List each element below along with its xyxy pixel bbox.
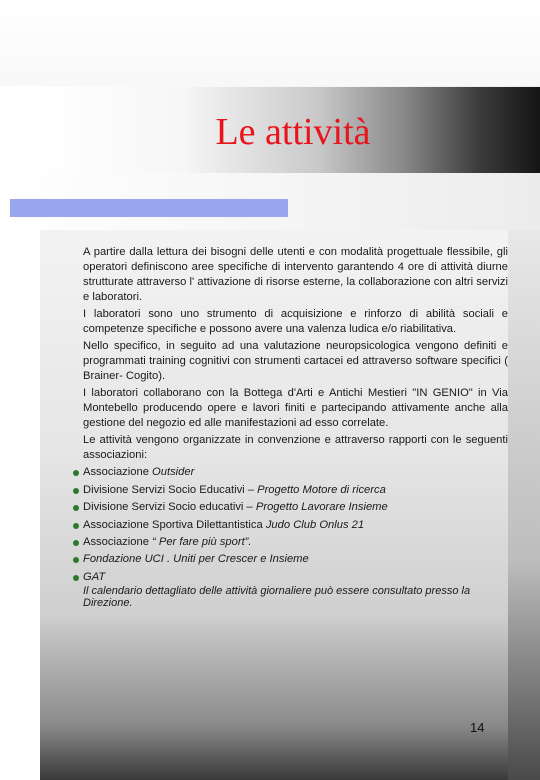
page-number: 14 <box>470 720 485 735</box>
paragraph-laboratori: I laboratori sono uno strumento di acquisizione e rinforzo di abilità sociali e competenze specifiche e possono avere una valenza ludica e/o riabilitativa. <box>83 307 508 336</box>
list-item-text: Associazione <box>83 466 153 479</box>
content-panel-shadow <box>508 230 540 780</box>
bullet-icon <box>73 540 79 546</box>
bullet-icon <box>73 575 79 581</box>
list-item-italic: Fondazione UCI . Uniti per Crescer e Insieme <box>83 553 309 566</box>
paragraph-intro: A partire dalla lettura dei bisogni delle utenti e con modalità progettuale flessibile, gli operatori definiscono aree specifiche di intervento garantendo 4 ore di attività diurne strutturate attraverso l' attivazione di risorse esterne, la collaborazione con altri servizi e laboratori. <box>83 246 508 304</box>
list-item-italic: Progetto Motore di ricerca <box>257 483 386 496</box>
list-item-text: Associazione Sportiva Dilettantistica <box>83 518 266 531</box>
body-text <box>83 245 508 609</box>
list-item <box>83 534 508 551</box>
list-item-italic: GAT <box>83 570 106 583</box>
list-item <box>83 517 508 534</box>
association-list <box>83 464 508 586</box>
bullet-icon <box>73 523 79 529</box>
calendar-note: Il calendario dettagliato delle attività giornaliere può essere consultato presso la Direzione. <box>83 585 471 609</box>
list-item <box>83 551 508 568</box>
list-item <box>83 569 508 586</box>
list-item-italic: Judo Club Onlus 21 <box>265 518 365 531</box>
paragraph-bottega: I laboratori collaborano con la Bottega d'Arti e Antichi Mestieri "IN GENIO" in Via Montebello producendo opere e lavori finiti e partecipando attivamente anche alla gestione del negozio ed alle manifestazioni ad esso correlate. <box>83 386 508 429</box>
accent-bar <box>10 199 288 217</box>
list-item <box>83 464 508 481</box>
paragraph-training: Nello specifico, in seguito ad una valutazione neuropsicologica vengono definiti e programmati training cognitivi con strumenti cartacei ed attraverso software specifici ( Brainer- Cogito). <box>83 339 508 382</box>
list-item-italic: “ Per fare più sport”. <box>152 535 252 548</box>
list-item-text: Divisione Servizi Socio Educativi – <box>83 483 258 496</box>
list-item-text: Associazione <box>83 535 153 548</box>
top-background <box>0 0 540 86</box>
paragraph-convenzione: Le attività vengono organizzate in convenzione e attraverso rapporti con le seguenti associazioni: <box>83 433 508 461</box>
bullet-icon <box>73 488 79 494</box>
page-title: Le attività <box>215 111 371 153</box>
list-item-italic: Progetto Lavorare Insieme <box>255 501 388 514</box>
list-item <box>83 499 508 516</box>
list-item-text: Divisione Servizi Socio educativi – <box>83 501 256 514</box>
list-item-italic: Outsider <box>152 466 195 479</box>
title-banner <box>46 87 540 173</box>
list-item <box>83 482 508 499</box>
